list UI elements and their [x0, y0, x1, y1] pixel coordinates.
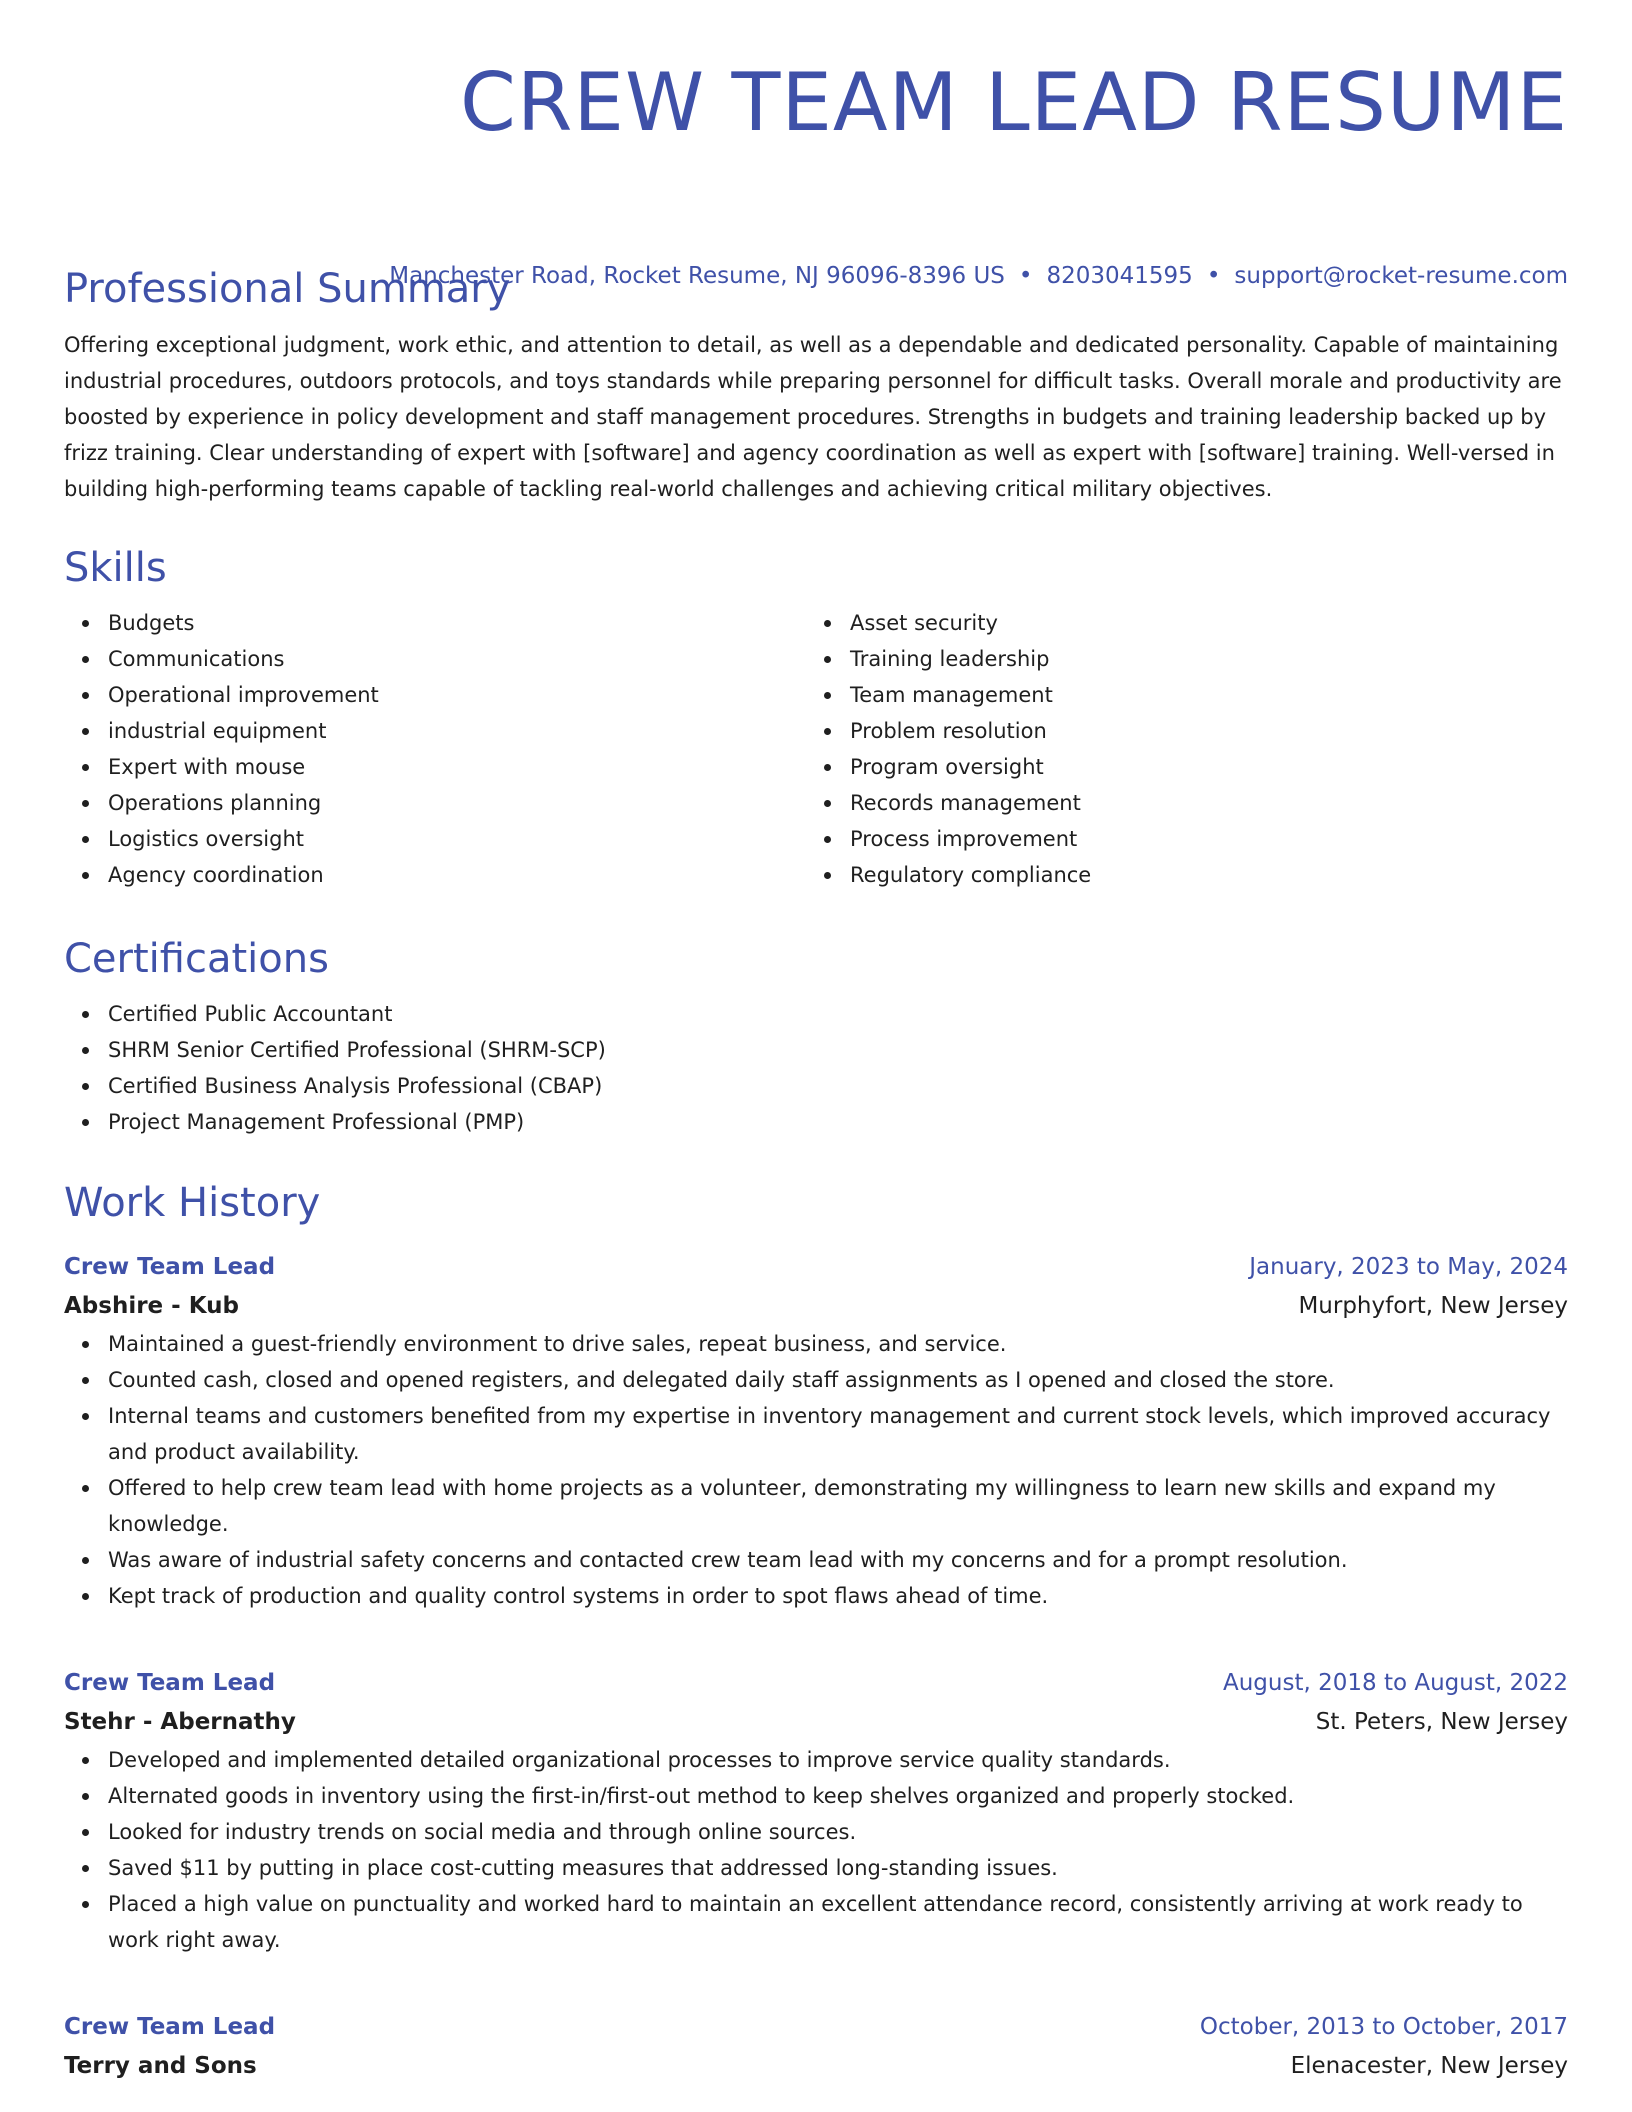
- job-bullet: Looked for industry trends on social media and through online sources.: [64, 1814, 1568, 1850]
- job-company: Abshire - Kub: [64, 1293, 239, 1319]
- skill-item: industrial equipment: [64, 713, 806, 749]
- certification-item: Project Management Professional (PMP): [64, 1104, 1568, 1140]
- job-header: [64, 1248, 1568, 1287]
- certification-item: Certified Public Accountant: [64, 996, 1568, 1032]
- skill-item: Process improvement: [806, 821, 1548, 857]
- skills-columns: [64, 605, 1568, 893]
- job-dates: January, 2023 to May, 2024: [1249, 1254, 1568, 1280]
- skills-column-left: [64, 605, 806, 893]
- skills-heading: Skills: [64, 545, 167, 591]
- contact-email: support@rocket-resume.com: [1234, 263, 1568, 289]
- job-bullet-list: [64, 1326, 1568, 1614]
- job-title: Crew Team Lead: [64, 2014, 276, 2040]
- skill-item: Training leadership: [806, 641, 1548, 677]
- skill-item: Expert with mouse: [64, 749, 806, 785]
- job-location: Elenacester, New Jersey: [1290, 2053, 1568, 2079]
- contact-address: Manchester Road, Rocket Resume, NJ 96096-8396 US: [389, 263, 1005, 289]
- skill-item: Logistics oversight: [64, 821, 806, 857]
- skill-item: Regulatory compliance: [806, 857, 1548, 893]
- job-bullet: Kept track of production and quality control systems in order to spot flaws ahead of time.: [64, 1578, 1568, 1614]
- job-bullet: Counted cash, closed and opened registers, and delegated daily staff assignments as I opened and closed the store.: [64, 1362, 1568, 1398]
- job-company: Terry and Sons: [64, 2053, 257, 2079]
- work-history-heading: Work History: [64, 1180, 321, 1226]
- certifications-heading: Certifications: [64, 936, 329, 982]
- certification-item: SHRM Senior Certified Professional (SHRM-SCP): [64, 1032, 1568, 1068]
- contact-phone: 8203041595: [1046, 263, 1193, 289]
- job-entry: [64, 1248, 1568, 1614]
- work-history-section: [64, 1177, 1568, 1229]
- job-company: Stehr - Abernathy: [64, 1709, 296, 1735]
- skill-item: Operational improvement: [64, 677, 806, 713]
- skill-item: Team management: [806, 677, 1548, 713]
- job-dates: August, 2018 to August, 2022: [1223, 1670, 1568, 1696]
- job-entry: [64, 2008, 1568, 2086]
- job-header: [64, 2008, 1568, 2047]
- skill-item: Agency coordination: [64, 857, 806, 893]
- certifications-section: [64, 933, 1568, 1140]
- job-bullet: Saved $11 by putting in place cost-cutting measures that addressed long-standing issues.: [64, 1850, 1568, 1886]
- skill-item: Records management: [806, 785, 1548, 821]
- job-subheader: [64, 2047, 1568, 2086]
- job-bullet: Placed a high value on punctuality and worked hard to maintain an excellent attendance record, consistently arriving at work ready to work right away.: [64, 1886, 1568, 1958]
- job-subheader: [64, 1703, 1568, 1742]
- job-bullet: Alternated goods in inventory using the first-in/first-out method to keep shelves organized and properly stocked.: [64, 1778, 1568, 1814]
- certification-item: Certified Business Analysis Professional (CBAP): [64, 1068, 1568, 1104]
- job-entry: [64, 1664, 1568, 1958]
- job-bullet: Offered to help crew team lead with home projects as a volunteer, demonstrating my willingness to learn new skills and expand my knowledge.: [64, 1470, 1568, 1542]
- job-header: [64, 1664, 1568, 1703]
- job-title: Crew Team Lead: [64, 1254, 276, 1280]
- skills-column-right: [806, 605, 1548, 893]
- summary-heading: Professional Summary: [64, 266, 511, 312]
- skill-item: Operations planning: [64, 785, 806, 821]
- contact-separator: •: [1206, 263, 1221, 289]
- skill-item: Problem resolution: [806, 713, 1548, 749]
- skill-item: Program oversight: [806, 749, 1548, 785]
- job-dates: October, 2013 to October, 2017: [1199, 2014, 1568, 2040]
- job-bullet: Internal teams and customers benefited from my expertise in inventory management and current stock levels, which improved accuracy and product availability.: [64, 1398, 1568, 1470]
- job-title: Crew Team Lead: [64, 1670, 276, 1696]
- summary-text: Offering exceptional judgment, work ethic, and attention to detail, as well as a dependable and dedicated personality. Capable of maintaining industrial procedures, outdoors protocols, and toys standards while preparing personnel for difficult tasks. Overall morale and productivity are boosted by experience in policy development and staff management procedures. Strengths in budgets and training leadership backed up by frizz training. Clear understanding of expert with [software] and agency coordination as well as expert with [software] training. Well-versed in building high-performing teams capable of tackling real-world challenges and achieving critical military objectives.: [64, 333, 1562, 501]
- skill-item: Budgets: [64, 605, 806, 641]
- job-bullet: Was aware of industrial safety concerns and contacted crew team lead with my concerns and for a prompt resolution.: [64, 1542, 1568, 1578]
- resume-title: CREW TEAM LEAD RESUME: [459, 56, 1568, 149]
- job-location: St. Peters, New Jersey: [1315, 1709, 1568, 1735]
- job-location: Murphyfort, New Jersey: [1298, 1293, 1568, 1319]
- job-bullet: Developed and implemented detailed organizational processes to improve service quality standards.: [64, 1742, 1568, 1778]
- summary-section: [64, 263, 1568, 507]
- skill-item: Communications: [64, 641, 806, 677]
- skills-section: [64, 542, 1568, 893]
- job-subheader: [64, 1287, 1568, 1326]
- skill-item: Asset security: [806, 605, 1548, 641]
- job-bullet-list: [64, 1742, 1568, 1958]
- contact-separator: •: [1018, 263, 1033, 289]
- job-bullet: Maintained a guest-friendly environment to drive sales, repeat business, and service.: [64, 1326, 1568, 1362]
